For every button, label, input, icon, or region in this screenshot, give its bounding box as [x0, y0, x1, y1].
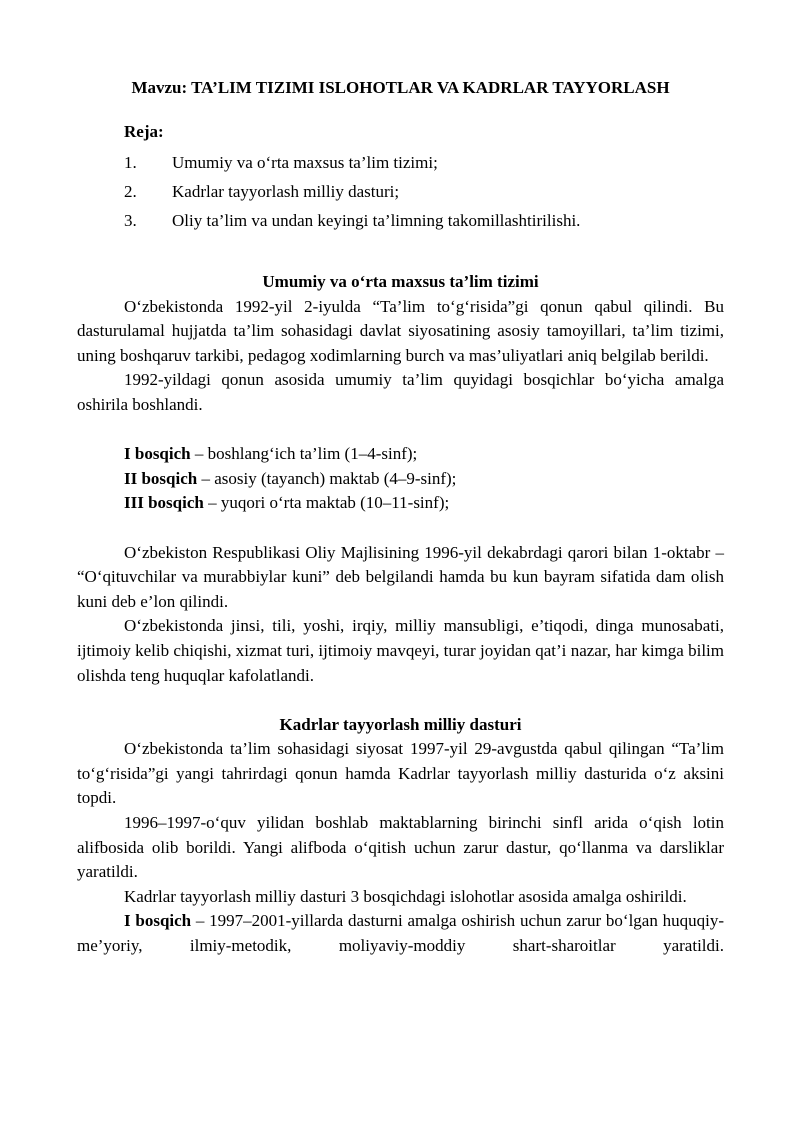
section-2-paragraph-1: O‘zbekistonda ta’lim sohasidagi siyosat 1997-yil 29-avgustda qabul qilingan “Ta’lim to‘g‘risida”gi yangi tahrirdagi qonun hamda Kadrlar tayyorlash milliy dasturida o‘z aksini topdi. [77, 739, 724, 808]
plan-item [124, 210, 580, 239]
section-2-paragraph-2: 1996–1997-o‘quv yilidan boshlab maktablarning birinchi sinfl arida o‘qish lotin alifbosida olib borildi. Yangi alifboda o‘qitish uchun zarur dastur, qo‘llanma va darsliklar yaratildi. [77, 813, 724, 882]
section-1-heading: Umumiy va o‘rta maxsus ta’lim tizimi [262, 272, 539, 291]
plan-item-number: 2. [124, 182, 137, 201]
plan-item-number: 1. [124, 153, 137, 172]
plan-item-text: Oliy ta’lim va undan keyingi ta’limning takomillashtirilishi. [172, 211, 581, 230]
stage-label: I bosqich [124, 911, 192, 931]
stage-item-2 [77, 467, 724, 492]
section-1-paragraph-3: O‘zbekiston Respublikasi Oliy Majlisining 1996-yil dekabrdagi qarori bilan 1-oktabr – “O‘qituvchilar va murabbiylar kuni” deb belgilandi hamda bu kun bayram sifatida dam olish kuni deb e’lon qilindi. [77, 542, 724, 611]
section-1-paragraph-2: 1992-yildagi qonun asosida umumiy ta’lim quyidagi bosqichlar bo‘yicha amalga oshirila boshlandi. [77, 370, 724, 414]
plan-item [124, 152, 580, 181]
stage-label: III bosqich [124, 493, 204, 513]
section-1 [77, 270, 724, 959]
document-title: Mavzu: TA’LIM TIZIMI ISLOHOTLAR VA KADRLAR TAYYORLASH [131, 78, 670, 97]
stage-text: – yuqori o‘rta maktab (10–11-sinf); [203, 493, 450, 513]
section-2-paragraph-4 [77, 909, 724, 958]
stage-item-1 [77, 442, 724, 467]
spacer [77, 418, 724, 443]
section-2-paragraph-3: Kadrlar tayyorlash milliy dasturi 3 bosqichdagi islohotlar asosida amalga oshirildi. [124, 886, 687, 906]
plan-item-number: 3. [124, 211, 137, 230]
plan-item-text: Kadrlar tayyorlash milliy dasturi; [172, 182, 400, 201]
stage-item-3 [77, 491, 724, 516]
section-2-heading: Kadrlar tayyorlash milliy dasturi [279, 714, 522, 734]
plan-label: Reja: [124, 122, 164, 141]
plan-item [124, 181, 580, 210]
section-1-paragraph-4: O‘zbekistonda jinsi, tili, yoshi, irqiy, milliy mansubligi, e’tiqodi, dinga munosabati, ijtimoiy kelib chiqishi, xizmat turi, ijtimoiy mavqeyi, turar joyidan qat’i nazar, har kimga bilim olishda teng huquqlar kafolatlandi. [77, 616, 724, 685]
plan-list [124, 152, 580, 239]
stage-label: I bosqich [124, 444, 191, 464]
stage-text: – boshlang‘ich ta’lim (1–4-sinf); [190, 444, 418, 464]
plan-item-text: Umumiy va o‘rta maxsus ta’lim tizimi; [172, 153, 438, 172]
spacer [77, 688, 724, 713]
paragraph-text: – 1997–2001-yillarda dasturni amalga oshirish uchun zarur bo‘lgan huquqiy-me’yoriy, ilmiy-metodik, moliyaviy-moddiy shart-sharoitlar yaratildi. [77, 911, 724, 956]
stage-text: – asosiy (tayanch) maktab (4–9-sinf); [197, 468, 457, 488]
stage-label: II bosqich [124, 468, 198, 488]
section-1-paragraph-1: O‘zbekistonda 1992-yil 2-iyulda “Ta’lim to‘g‘risida”gi qonun qabul qilindi. Bu dasturulamal hujjatda ta’lim sohasidagi davlat siyosatining asosiy tamoyillari, ta’lim tizimi, uning boshqaruv tarkibi, pedagog xodimlarning burch va mas’uliyatlari aniq belgilab berildi. [77, 296, 724, 365]
spacer [77, 516, 724, 541]
